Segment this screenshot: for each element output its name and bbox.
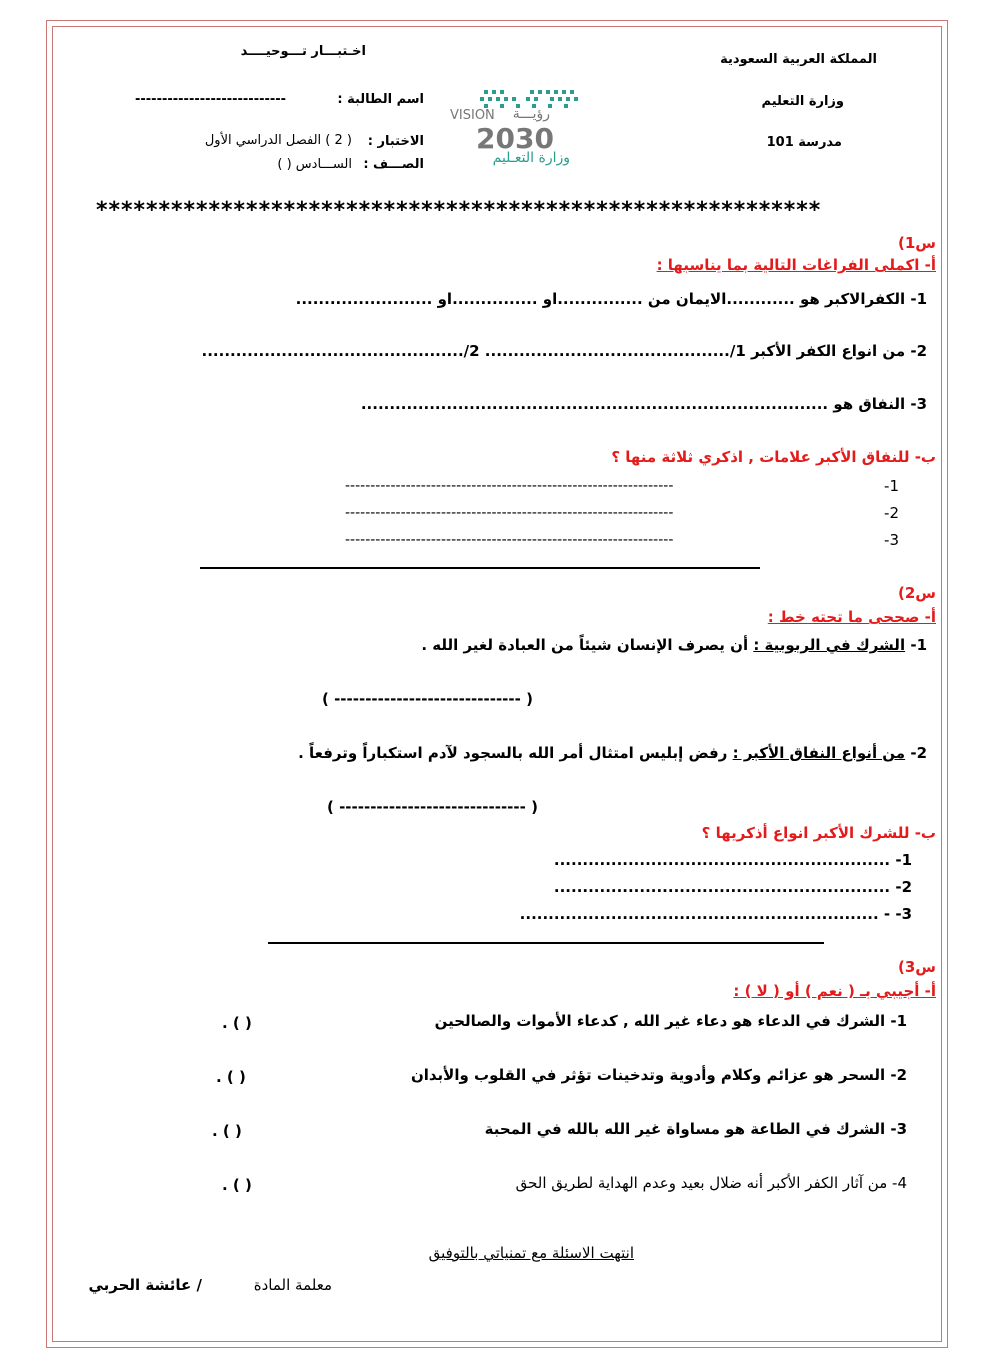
q3-item-2: 2- السحر هو عزائم وكلام وأدوية وتدخينات تؤثر في القلوب والأبدان	[410, 1066, 907, 1084]
teacher-label: معلمة المادة	[253, 1276, 332, 1294]
ministry-label: وزارة التعليم	[761, 94, 844, 109]
teacher-name: / عائشة الحربي	[88, 1276, 202, 1294]
vision-2030-logo	[440, 86, 590, 172]
q2-b-line-3[interactable]: 3- - ...............................................................	[519, 905, 912, 923]
star-separator: **********************************************************	[96, 198, 822, 223]
q1-item-2: 2- من انواع الكفر الأكبر 1/........................................... 2/..............................................	[201, 342, 927, 360]
class-value: الســـادس ( )	[277, 157, 352, 172]
q1-b-line-2[interactable]: -----------------------------------------------------------------	[345, 505, 674, 521]
q3-item-4: 4- من آثار الكفر الأكبر أنه ضلال بعيد وعدم الهداية لطريق الحق	[515, 1174, 907, 1192]
logo-vision-ar: رؤيـــة	[512, 106, 550, 122]
section-divider-2	[268, 942, 824, 944]
q3-part-a-title: أ- أجيبي بـ ( نعم ) أو ( لا ) :	[733, 982, 936, 1000]
q2-b-line-1[interactable]: 1- ...........................................................	[553, 851, 912, 869]
q3-item-1: 1- الشرك في الدعاء هو دعاء غير الله , كدعاء الأموات والصالحين	[434, 1012, 907, 1030]
q1-item-1: 1- الكفرالاكبر هو ............الايمان من ...............او ...............او ........................	[295, 290, 927, 308]
kingdom-label: المملكة العربية السعودية	[720, 52, 877, 67]
q1-part-a-title: أ- اكملى الفراغات التالية بما يناسبها :	[656, 256, 936, 274]
test-label: الاختبار :	[367, 134, 424, 149]
q2-item-2-underlined: من أنواع النفاق الأكبر :	[732, 744, 906, 762]
closing-text: انتهت الاسئلة مع تمنياتي بالتوفيق	[428, 1244, 634, 1262]
q2-item-1-underlined: الشرك في الربوبية :	[753, 636, 906, 654]
q2-item-2-num: 2-	[910, 744, 927, 762]
q1-part-b-title: ب- للنفاق الأكبر علامات , اذكري ثلاثة منها ؟	[611, 448, 936, 466]
q1-b-line-1[interactable]: -----------------------------------------------------------------	[345, 478, 674, 494]
q2-item-2-answer[interactable]: ( ------------------------------ )	[327, 798, 538, 816]
q3-item-2-answer[interactable]: . ( )	[216, 1068, 246, 1086]
q2-part-b-title: ب- للشرك الأكبر انواع أذكريها ؟	[701, 824, 936, 842]
q2-item-2	[298, 744, 927, 762]
class-label: الصـــف :	[363, 157, 424, 172]
q1-number: س1)	[898, 234, 936, 252]
student-name-label: اسم الطالبة :	[337, 92, 424, 107]
q1-b-line-3-num: 3-	[884, 531, 899, 549]
test-value: ( 2 ) الفصل الدراسي الأول	[204, 133, 352, 148]
q1-b-line-3[interactable]: -----------------------------------------------------------------	[345, 532, 674, 548]
q1-item-3: 3- النفاق هو ..................................................................................	[360, 395, 927, 413]
logo-vision-en: VISION	[450, 108, 495, 123]
q3-number: س3)	[898, 958, 936, 976]
q2-item-1	[421, 636, 927, 654]
q2-b-line-2[interactable]: 2- ...........................................................	[553, 878, 912, 896]
q2-item-1-answer[interactable]: ( ------------------------------ )	[322, 690, 533, 708]
exam-title: اخـتبـــار تـــوحيــــد	[240, 44, 366, 59]
q1-b-line-1-num: 1-	[884, 477, 899, 495]
section-divider-1	[200, 567, 760, 569]
q2-item-1-rest: أن يصرف الإنسان شيئاً من العبادة لغير الله .	[421, 636, 754, 654]
logo-ministry: وزارة التعـليم	[492, 150, 570, 166]
page-border-inner	[52, 26, 942, 1342]
school-label: مدرسة 101	[766, 135, 842, 150]
q3-item-3-answer[interactable]: . ( )	[212, 1122, 242, 1140]
q1-b-line-2-num: 2-	[884, 504, 899, 522]
q2-item-1-num: 1-	[910, 636, 927, 654]
q2-item-2-rest: رفض إبليس امتثال أمر الله بالسجود لآدم استكباراً وترفعاً .	[298, 744, 733, 762]
q2-part-a-title: أ- صححى ما تحته خط :	[767, 608, 936, 626]
q2-number: س2)	[898, 584, 936, 602]
student-name-line[interactable]: ----------------------------	[135, 92, 287, 107]
q3-item-1-answer[interactable]: . ( )	[222, 1014, 252, 1032]
q3-item-3: 3- الشرك في الطاعة هو مساواة غير الله بالله في المحبة	[484, 1120, 907, 1138]
logo-year: 2030	[476, 122, 554, 155]
q3-item-4-answer[interactable]: . ( )	[222, 1176, 252, 1194]
